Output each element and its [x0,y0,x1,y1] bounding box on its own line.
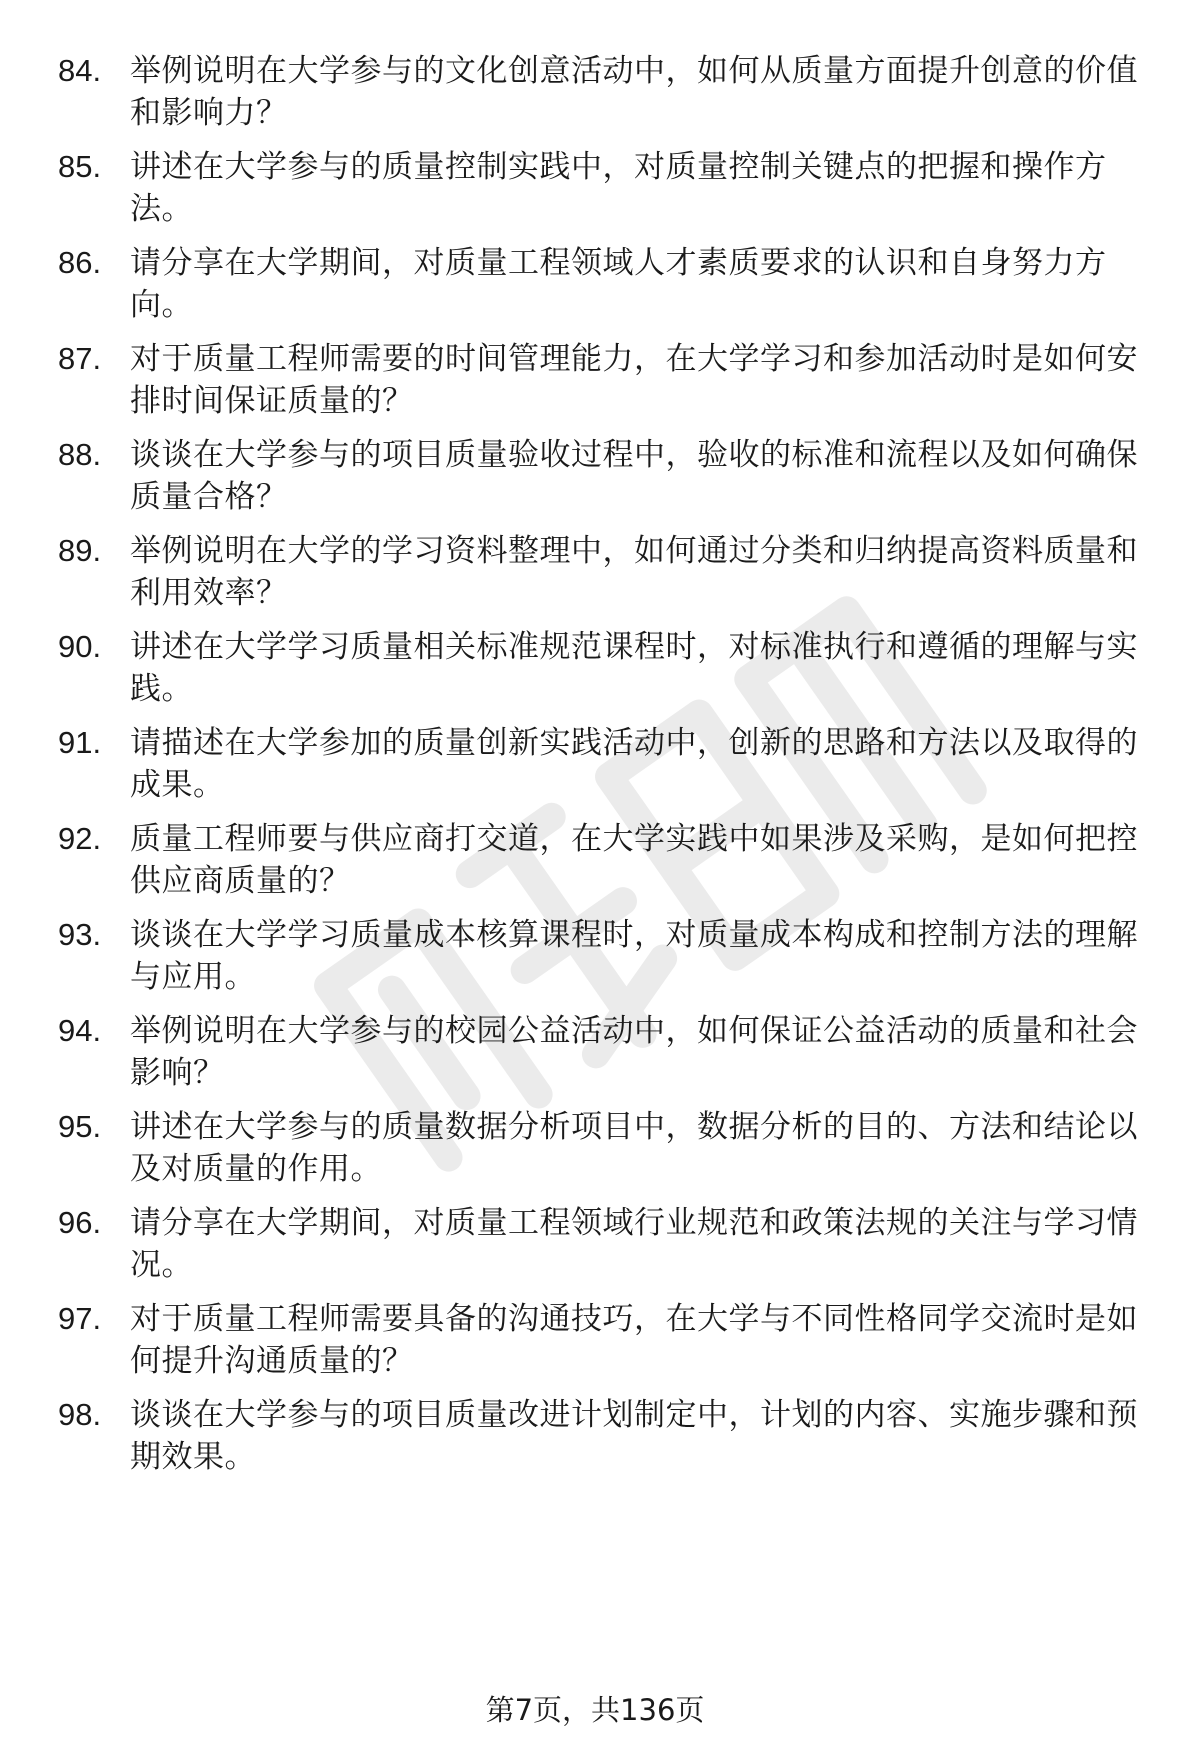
question-number: 94. [58,1013,102,1048]
question-item [58,242,1148,326]
question-number: 88. [58,437,102,472]
question-item [58,626,1148,710]
question-number: 84. [58,53,102,88]
question-number: 91. [58,725,102,760]
question-text: 质量工程师要与供应商打交道，在大学实践中如果涉及采购，是如何把控供应商质量的？ [130,821,1138,899]
question-number: 86. [58,245,102,280]
question-item [58,1298,1148,1382]
question-text: 讲述在大学学习质量相关标准规范课程时，对标准执行和遵循的理解与实践。 [130,629,1138,707]
question-item [58,434,1148,518]
question-number: 95. [58,1109,102,1144]
question-item [58,722,1148,806]
question-number: 93. [58,917,102,952]
question-list [58,50,1148,1490]
page-footer [0,1690,1190,1730]
question-text: 讲述在大学参与的质量数据分析项目中，数据分析的目的、方法和结论以及对质量的作用。 [130,1109,1138,1187]
page-number-label: 第7页，共136页 [485,1693,705,1727]
question-number: 89. [58,533,102,568]
question-number: 98. [58,1397,102,1432]
question-item [58,1106,1148,1190]
question-text: 谈谈在大学学习质量成本核算课程时，对质量成本构成和控制方法的理解与应用。 [130,917,1138,995]
question-number: 85. [58,149,102,184]
question-item [58,1202,1148,1286]
question-text: 举例说明在大学参与的文化创意活动中，如何从质量方面提升创意的价值和影响力？ [130,53,1138,131]
question-item [58,1394,1148,1478]
question-text: 讲述在大学参与的质量控制实践中，对质量控制关键点的把握和操作方法。 [130,149,1107,227]
question-number: 97. [58,1301,102,1336]
question-text: 谈谈在大学参与的项目质量改进计划制定中，计划的内容、实施步骤和预期效果。 [130,1397,1138,1475]
question-text: 请分享在大学期间，对质量工程领域人才素质要求的认识和自身努力方向。 [130,245,1107,323]
question-item [58,530,1148,614]
question-item [58,338,1148,422]
question-text: 对于质量工程师需要具备的沟通技巧，在大学与不同性格同学交流时是如何提升沟通质量的？ [130,1301,1138,1379]
question-item [58,50,1148,134]
question-number: 92. [58,821,102,856]
question-item [58,1010,1148,1094]
question-number: 90. [58,629,102,664]
question-text: 举例说明在大学参与的校园公益活动中，如何保证公益活动的质量和社会影响？ [130,1013,1138,1091]
question-text: 请分享在大学期间，对质量工程领域行业规范和政策法规的关注与学习情况。 [130,1205,1138,1283]
question-number: 96. [58,1205,102,1240]
question-text: 对于质量工程师需要的时间管理能力，在大学学习和参加活动时是如何安排时间保证质量的？ [130,341,1138,419]
question-number: 87. [58,341,102,376]
question-text: 举例说明在大学的学习资料整理中，如何通过分类和归纳提高资料质量和利用效率？ [130,533,1138,611]
question-item [58,818,1148,902]
question-text: 谈谈在大学参与的项目质量验收过程中，验收的标准和流程以及如何确保质量合格？ [130,437,1138,515]
question-text: 请描述在大学参加的质量创新实践活动中，创新的思路和方法以及取得的成果。 [130,725,1138,803]
question-item [58,914,1148,998]
question-item [58,146,1148,230]
